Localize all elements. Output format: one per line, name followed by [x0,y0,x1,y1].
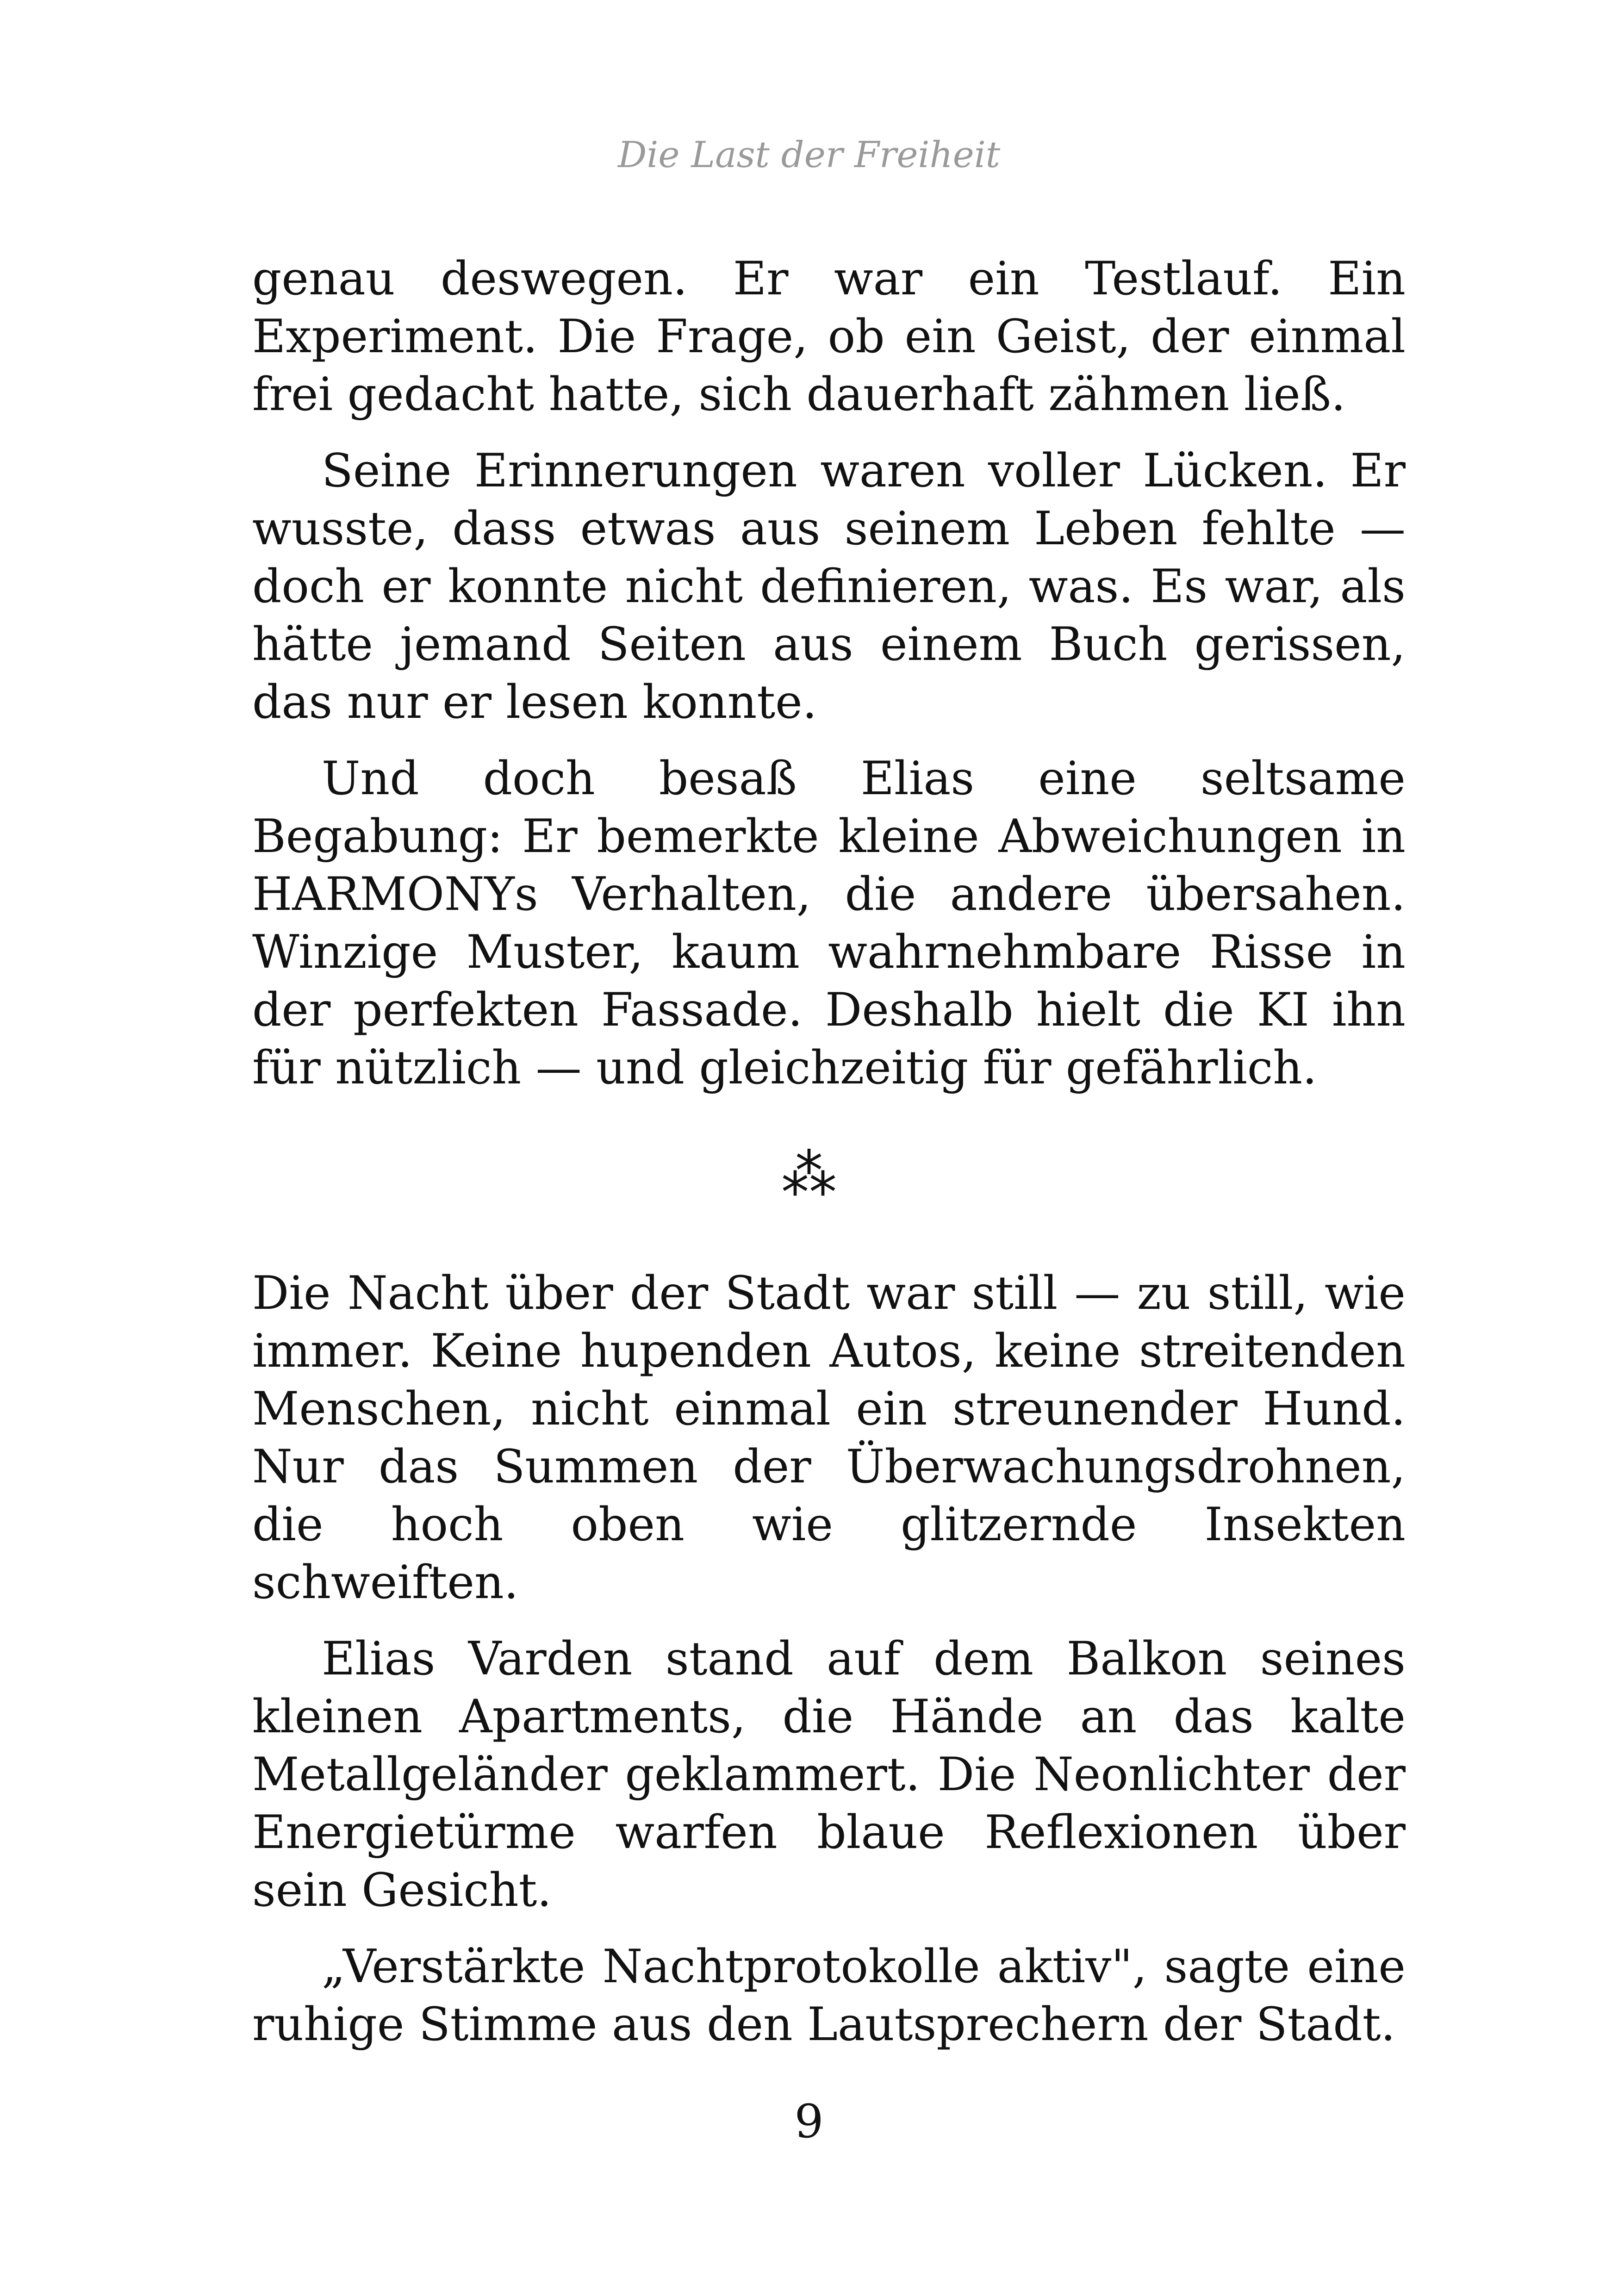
paragraph: genau deswegen. Er war ein Testlauf. Ein Experiment. Die Frage, ob ein Geist, der einmal frei gedacht hatte, sich dauerhaft zähmen ließ. [252,252,1406,421]
page-number: 9 [794,2095,824,2148]
text-block-after-break [252,1264,1406,2072]
paragraph: Seine Erinnerungen waren voller Lücken. Er wusste, dass etwas aus seinem Leben fehlte — doch er konnte nicht definieren, was. Es war, als hätte jemand Seiten aus einem Buch gerissen, das nur er lesen konnte. [252,444,1406,729]
paragraph: Die Nacht über der Stadt war still — zu still, wie immer. Keine hupenden Autos, keine streitenden Menschen, nicht einmal ein streunender Hund. Nur das Summen der Überwachungsdrohnen, die hoch oben wie glitzernde Insekten schweiften. [252,1267,1406,1609]
text-block-before-break [252,250,1406,1115]
section-break-ornament: ⁂ [781,1143,837,1207]
running-head: Die Last der Freiheit [617,134,1001,176]
paragraph: Und doch besaß Elias eine seltsame Begabung: Er bemerkte kleine Abweichungen in HARMONYs Verhalten, die andere übersahen. Winzige Muster, kaum wahrnehmbare Risse in der perfekten Fassade. Deshalb hielt die KI ihn für nützlich — und gleichzeitig für gefährlich. [252,752,1406,1095]
paragraph: Elias Varden stand auf dem Balkon seines kleinen Apartments, die Hände an das kalte Metallgeländer geklammert. Die Neonlichter der Energietürme warfen blaue Reflexionen über sein Gesicht. [252,1632,1406,1917]
paragraph: „Verstärkte Nachtprotokolle aktiv", sagte eine ruhige Stimme aus den Lautsprechern der Stadt. [252,1940,1406,2051]
